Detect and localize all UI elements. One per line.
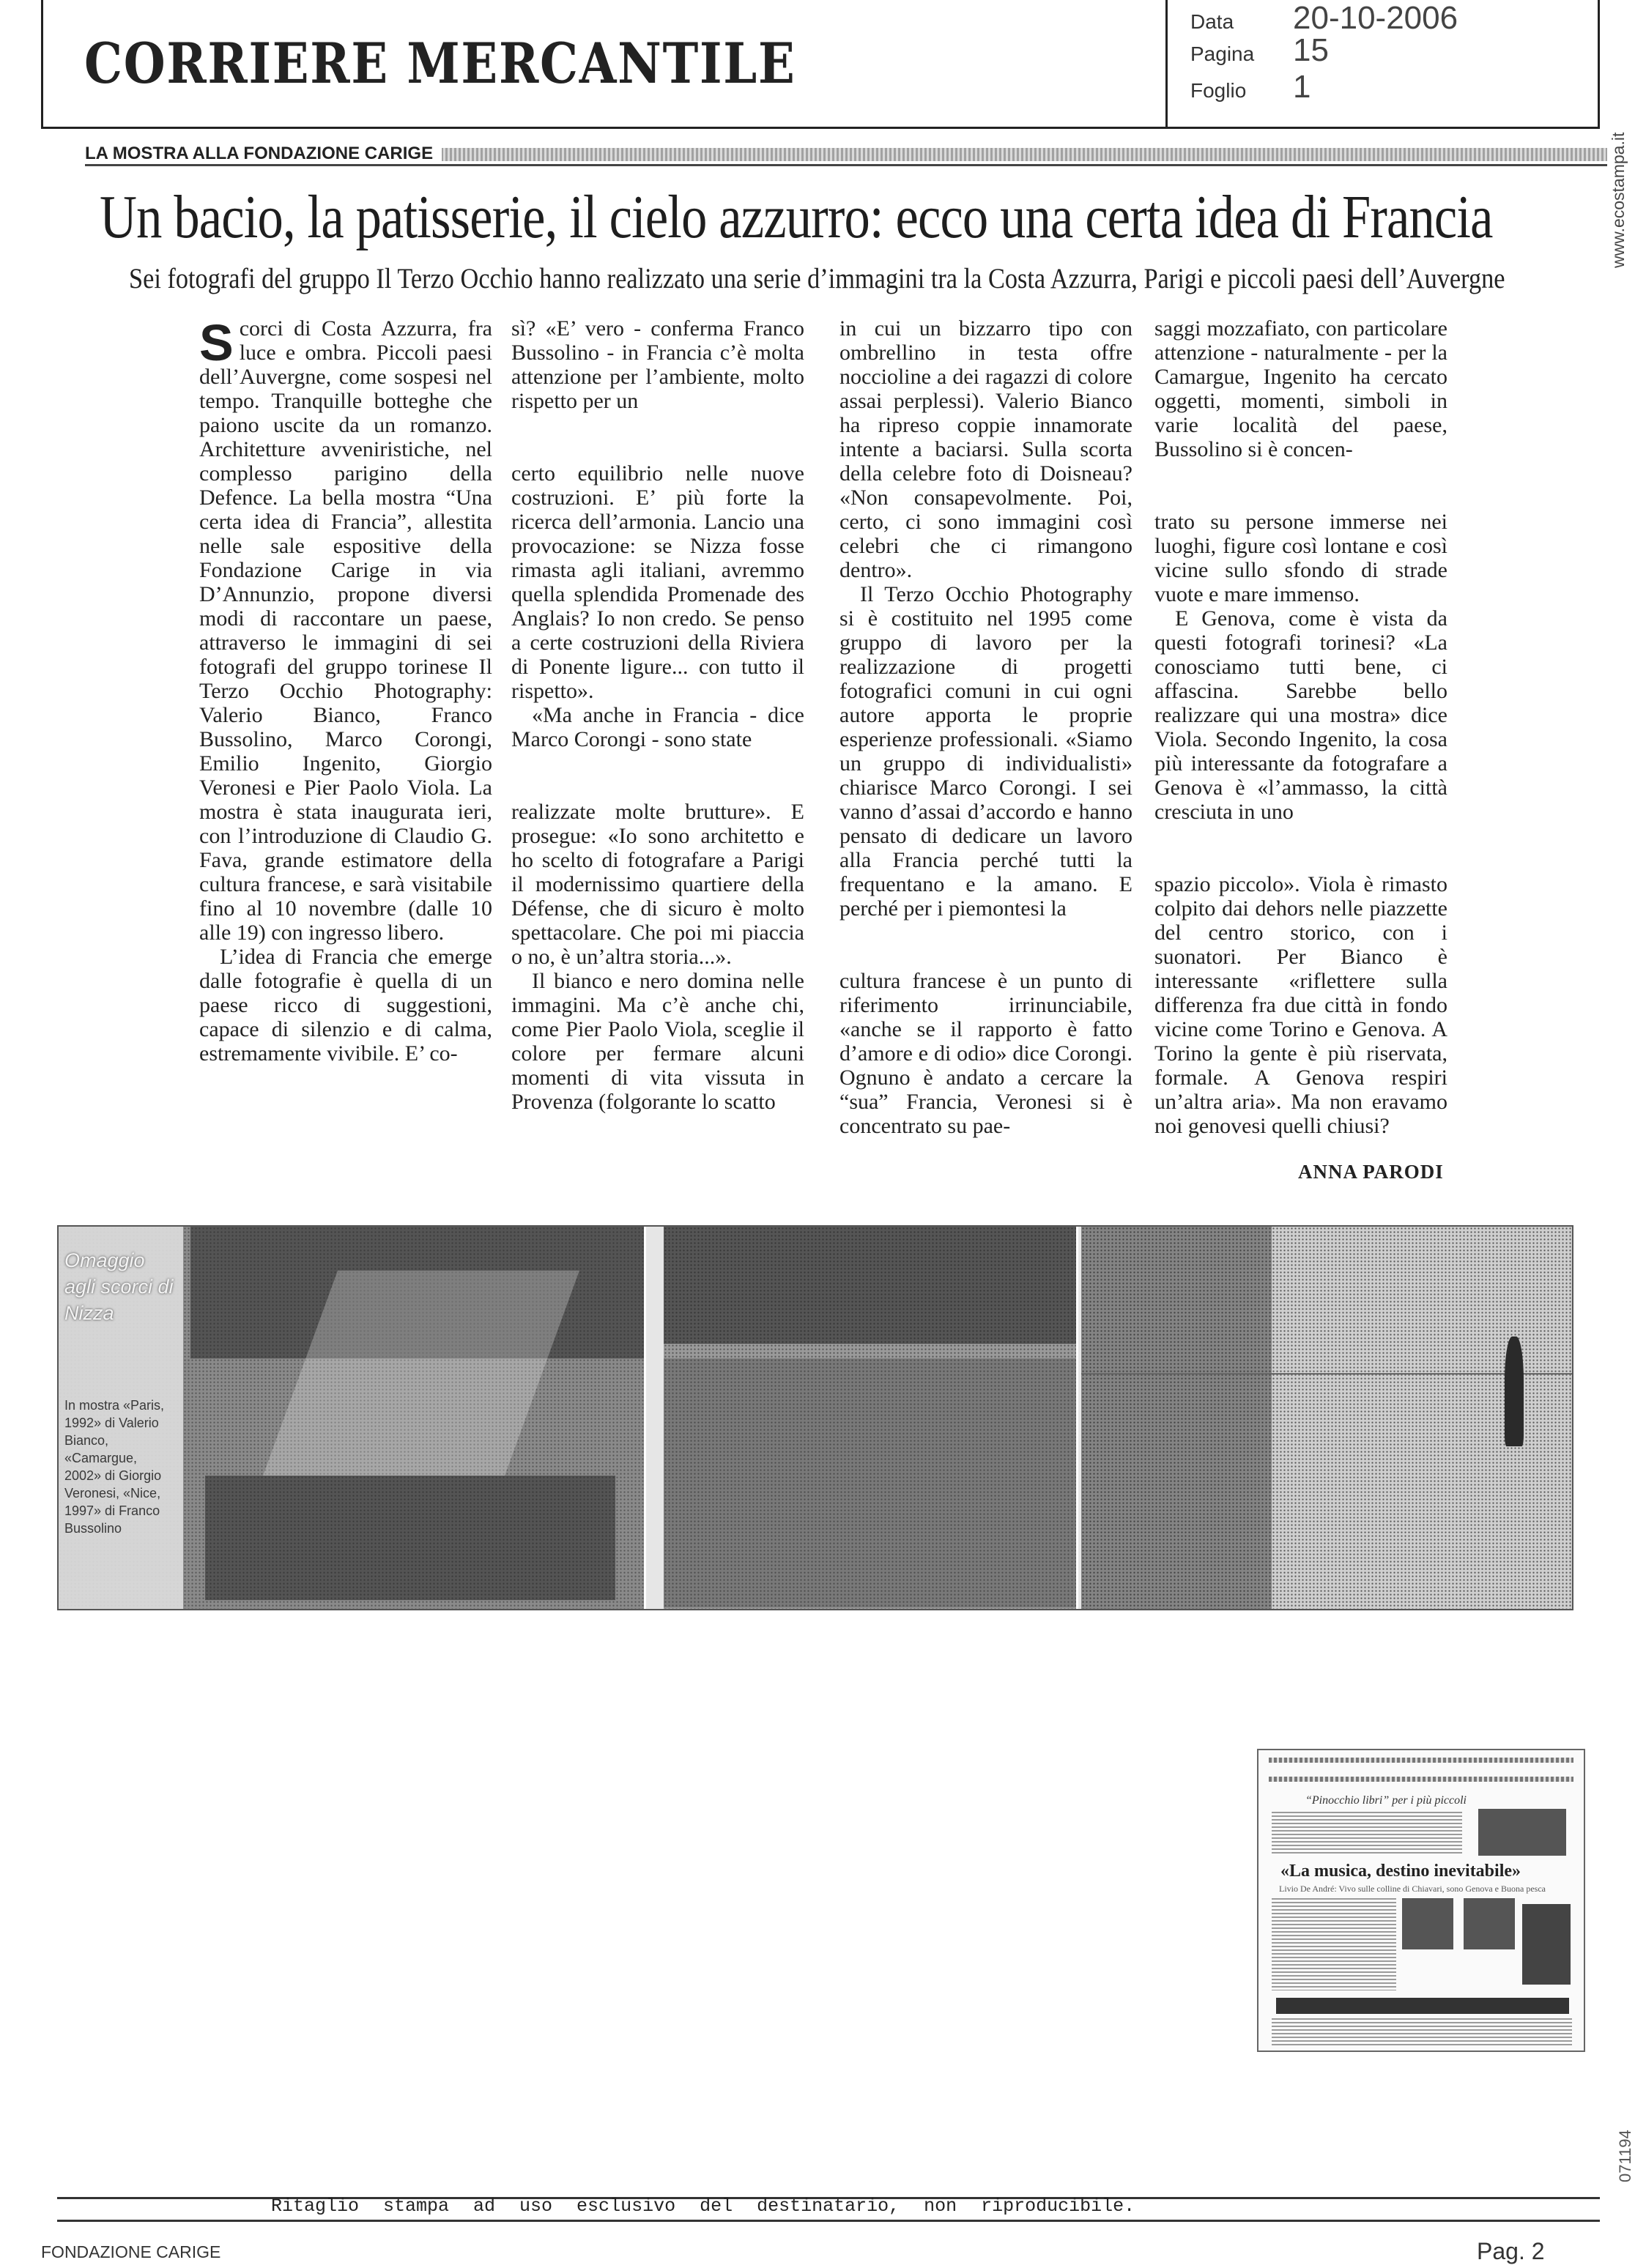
paragraph: spazio piccolo». Viola è rimasto colpito dai dehors nelle piazzette del centro storico, con i suonatori. Per Bianco è interessante «riflettere sulla differenza fra due città in fondo vicine come Torino e Genova. A Torino la gente è più riservata, formale. A Genova respiri un’altra aria». Ma non eravamo noi genovesi quelli chiusi?: [1154, 872, 1447, 1138]
kicker: LA MOSTRA ALLA FONDAZIONE CARIGE: [85, 144, 442, 164]
page-label: Pagina: [1190, 42, 1255, 65]
thumbnail-dark-band: [1276, 1998, 1569, 2014]
paragraph: Il Terzo Occhio Photography si è costituito nel 1995 come gruppo di lavoro per la realizzazione di progetti fotografici comuni in cui ogni autore apporta le proprie esperienze professionali. «Siamo un gruppo di individualisti» chiarisce Marco Corongi. I sei vanno d’assai d’accordo e hanno pensato di dedicare un lavoro alla Francia perché tutti la frequentano e la amano. E perché per i piemontesi la: [839, 582, 1132, 921]
paragraph: in cui un bizzarro tipo con ombrellino in testa offre noccioline a dei ragazzi di colore assai perplessi). Valerio Bianco ha ripreso coppie innamorate intente a baciarsi. Sulla scorta della celebre foto di Doisneau? «Non consapevolmente. Poi, certo, ci sono immagini così celebri che ci rimangono dentro».: [839, 316, 1132, 582]
paragraph: corci di Costa Azzurra, fra luce e ombra. Piccoli paesi dell’Auvergne, come sospesi nel tempo. Tranquille botteghe che paiono uscite da un romanzo. Architetture avveniristiche, nel complesso parigino della Defence. La bella mostra “Una certa idea di Francia”, allestita nelle sale espositive della Fondazione Carige in via D’Annunzio, propone diversi modi di raccontare un paese, attraverso le immagini di sei fotografi del gruppo torinese Il Terzo Occhio Photography: Valerio Bianco, Franco Bussolino, Marco Corongi, Emilio Ingenito, Giorgio Veronesi e Pier Paolo Viola. La mostra è stata inaugurata ieri, con l’introduzione di Claudio G. Fava, grande estimatore della cultura francese, e sarà visitabile fino al 10 novembre (dalle 10 alle 19) con ingresso libero.: [199, 316, 492, 945]
thumbnail-picture: [1522, 1904, 1571, 1985]
newspaper-name: CORRIERE MERCANTILE: [84, 31, 796, 96]
thumbnail-header-band: [1269, 1777, 1573, 1782]
paragraph: cultura francese è un punto di riferimento irrinunciabile, «anche se il rapporto è fatto d’amore e di odio» dice Corongi. Ognuno è andato a cercare la “sua” Francia, Veronesi si è concentrato su pae-: [839, 969, 1132, 1138]
masthead-divider: [1165, 0, 1168, 127]
thumbnail-picture: [1402, 1898, 1453, 1949]
photo-caption-title: Omaggio agli scorci di Nizza: [64, 1249, 174, 1324]
paragraph: saggi mozzafiato, con particolare attenzione - naturalmente - per la Camargue, Ingenito ha cercato oggetti, momenti, simboli in varie località del paese, Bussolino si è concen-: [1154, 316, 1447, 461]
photo-face: [1081, 1227, 1272, 1609]
meta-sheet-row: [1190, 69, 1311, 105]
paragraph: sì? «E’ vero - conferma Franco Bussolino - in Francia c’è molta attenzione per l’ambiente, molto rispetto per un: [511, 316, 804, 413]
masthead: [41, 0, 1600, 129]
article-column-1: [199, 316, 492, 1066]
thumbnail-picture: [1464, 1898, 1515, 1949]
byline: ANNA PARODI: [1298, 1161, 1444, 1183]
kicker-underline: [85, 164, 1607, 166]
paragraph: trato su persone immerse nei luoghi, figure così lontane e così vicine sullo sfondo di strade vuote e mare immenso.: [1154, 510, 1447, 606]
date-value: 20-10-2006: [1293, 0, 1458, 36]
kicker-band: [85, 144, 1607, 166]
date-label: Data: [1190, 10, 1234, 33]
side-url: [1609, 132, 1635, 275]
article-column-3: [839, 316, 1132, 1138]
photo-caption-credits: In mostra «Paris, 1992» di Valerio Bianco, «Camargue, 2002» di Giorgio Veronesi, «Nice, 1997» di Franco Bussolino: [64, 1398, 165, 1536]
photo-shadow: [205, 1476, 615, 1600]
subheadline: Sei fotografi del gruppo Il Terzo Occhio hanno realizzato una serie d’immagini tra la Costa Azzurra, Parigi e piccoli paesi dell’Auvergne: [129, 263, 1505, 294]
thumbnail-small-title: “Pinocchio libri” per i più piccoli: [1305, 1794, 1467, 1807]
thumbnail-text-block: [1272, 2018, 1572, 2048]
thumbnail-title: «La musica, destino inevitabile»: [1280, 1862, 1521, 1881]
side-code: [1616, 2087, 1638, 2190]
sheet-label: Foglio: [1190, 79, 1247, 102]
paragraph: E Genova, come è vista da questi fotografi torinesi? «La conosciamo tutti bene, ci affascina. Sarebbe bello realizzare qui una mostra» dice Viola. Secondo Ingenito, la cosa più interessante da fotografare a Genova è «l’ammasso, la città cresciuta in uno: [1154, 606, 1447, 824]
thumbnail-text-block: [1272, 1812, 1462, 1856]
sheet-value: 1: [1293, 69, 1311, 105]
article-column-4: [1154, 316, 1447, 1138]
paragraph: L’idea di Francia che emerge dalle fotografie è quella di un paese ricco di suggestioni, capace di silenzio e di calma, estremamente vivibile. E’ co-: [199, 945, 492, 1066]
photo-seaside-promenade: [1081, 1227, 1572, 1609]
paragraph: Il bianco e nero domina nelle immagini. Ma c’è anche chi, come Pier Paolo Viola, sceglie il colore per fermare alcuni momenti di vita vissuta in Provenza (folgorante lo scatto: [511, 969, 804, 1114]
photo-sky: [664, 1227, 1076, 1344]
photo-horizon: [1081, 1373, 1572, 1375]
page-value: 15: [1293, 32, 1329, 68]
thumbnail-text-block: [1272, 1898, 1396, 1990]
side-code-text: 071194: [1616, 2130, 1634, 2182]
drop-cap: S: [199, 314, 234, 371]
meta-page-row: [1190, 32, 1329, 69]
photo-figure: [1505, 1336, 1524, 1446]
page-number: Pag. 2: [1477, 2238, 1545, 2264]
photo-grass: [664, 1358, 1076, 1607]
headline: Un bacio, la patisserie, il cielo azzurro: ecco una certa idea di Francia: [100, 183, 1493, 251]
meta-date-row: [1190, 0, 1458, 37]
thumbnail-header-band: [1269, 1758, 1573, 1763]
paragraph: «Ma anche in Francia - dice Marco Corongi - sono state: [511, 703, 804, 751]
photo-nice-balcony: [59, 1227, 646, 1609]
thumbnail-subtitle: Livio De André: Vivo sulle colline di Chiavari, sono Genova e Buona pesca: [1279, 1884, 1546, 1894]
paragraph: certo equilibrio nelle nuove costruzioni. E’ più forte la ricerca dell’armonia. Lancio una provocazione: se Nizza fosse rimasta agli italiani, avremmo quella splendida Promenade des Anglais? Io non credo. Se penso a certe costruzioni della Riviera di Ponente ligure... con tutto il rispetto».: [511, 461, 804, 703]
photo-camargue: [664, 1227, 1078, 1609]
foundation-label: FONDAZIONE CARIGE: [41, 2242, 221, 2261]
paragraph: realizzate molte brutture». E prosegue: «Io sono architetto e ho scelto di fotografare a Parigi il modernissimo quartiere della Défense, che di sicuro è molto spettacolare. Che poi mi piaccia o no, è un’altra storia...».: [511, 800, 804, 969]
thumbnail-picture: [1478, 1809, 1566, 1856]
photo-strip: [57, 1225, 1573, 1610]
photo-caption-box: [59, 1227, 183, 1609]
side-url-text: www.ecostampa.it: [1609, 132, 1628, 268]
disclaimer: Ritaglio stampa ad uso esclusivo del destinatario, non riproducibile.: [271, 2196, 1135, 2217]
article-column-2: [511, 316, 804, 1114]
page-thumbnail: [1257, 1749, 1585, 2052]
